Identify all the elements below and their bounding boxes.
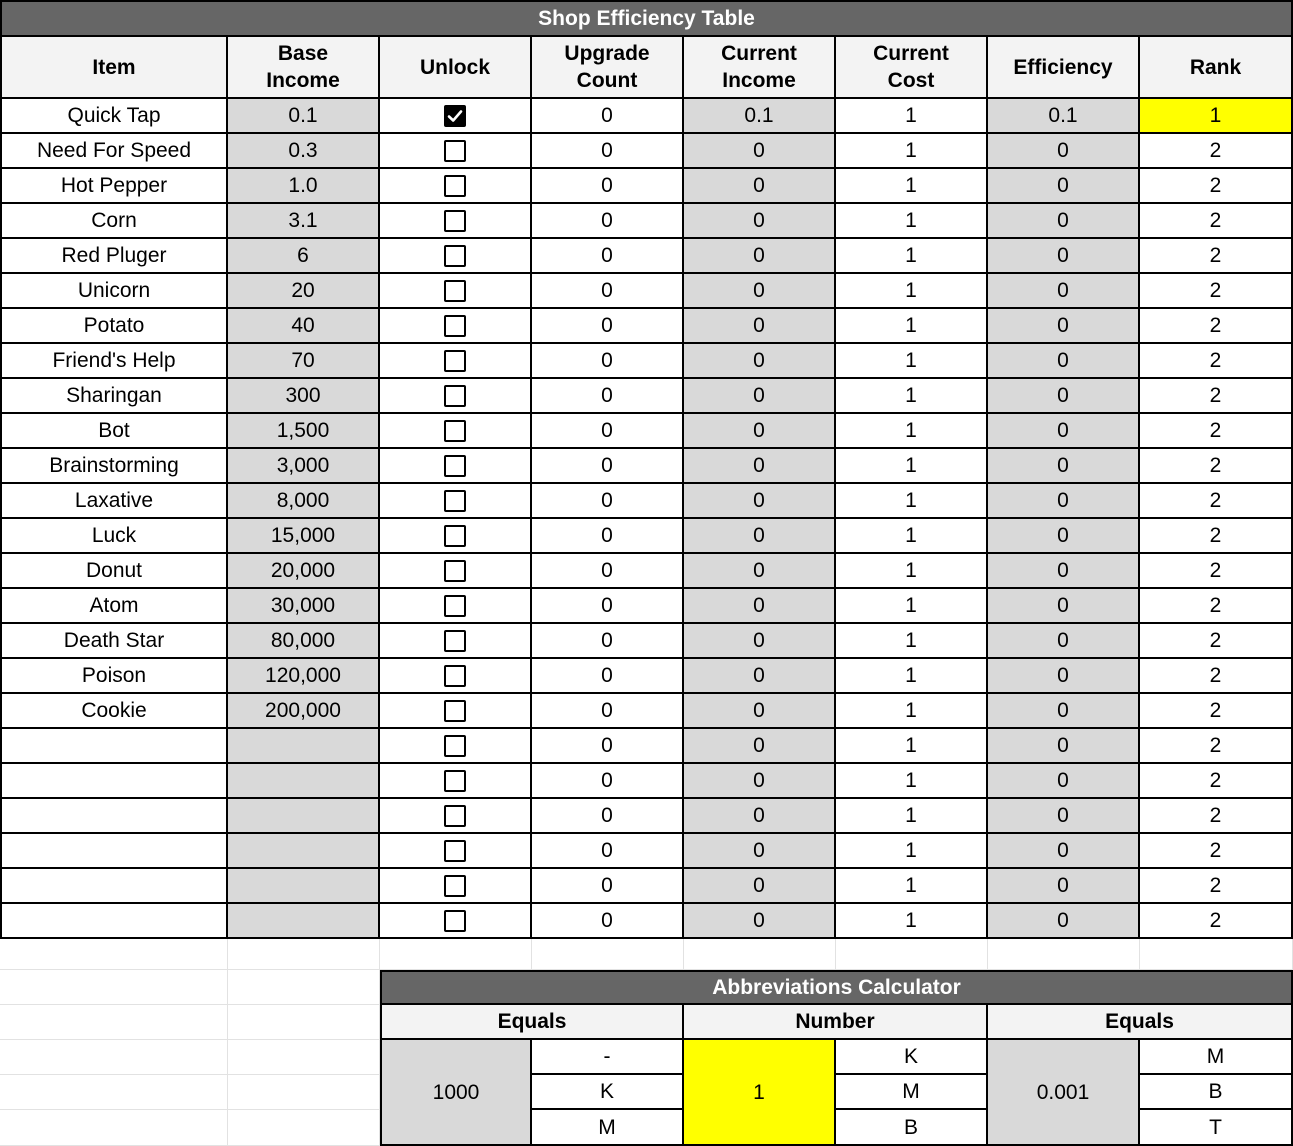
upgrade-count-cell[interactable]: 0 (532, 729, 684, 764)
efficiency-cell[interactable]: 0 (988, 519, 1140, 554)
efficiency-cell[interactable]: 0 (988, 659, 1140, 694)
current-income-cell[interactable]: 0 (684, 764, 836, 799)
header-label-line: Base (277, 42, 329, 65)
current-income-cell[interactable]: 0 (684, 694, 836, 729)
base-income-cell[interactable] (228, 764, 380, 799)
efficiency-cell[interactable]: 0 (988, 554, 1140, 589)
efficiency-cell[interactable]: 0 (988, 379, 1140, 414)
header-label-line: Income (266, 69, 340, 92)
item-cell[interactable] (0, 764, 228, 799)
empty-cell[interactable] (0, 1005, 228, 1040)
rank-cell[interactable]: 2 (1140, 204, 1293, 239)
calculator-unit-left[interactable]: - (532, 1040, 684, 1075)
header-current-cost (836, 37, 988, 99)
efficiency-cell[interactable]: 0 (988, 799, 1140, 834)
base-income-cell[interactable]: 200,000 (228, 694, 380, 729)
rank-cell[interactable]: 2 (1140, 449, 1293, 484)
current-income-cell[interactable]: 0 (684, 904, 836, 939)
unlock-cell[interactable] (380, 379, 532, 414)
base-income-cell[interactable]: 3,000 (228, 449, 380, 484)
rank-cell[interactable]: 2 (1140, 169, 1293, 204)
upgrade-count-cell[interactable]: 0 (532, 799, 684, 834)
header-label-line: Current (721, 42, 797, 65)
rank-cell[interactable]: 2 (1140, 414, 1293, 449)
header-label-line: Count (576, 69, 638, 92)
rank-cell[interactable]: 2 (1140, 799, 1293, 834)
unlock-checkbox[interactable] (444, 770, 466, 792)
upgrade-count-cell[interactable]: 0 (532, 344, 684, 379)
unlock-cell[interactable] (380, 134, 532, 169)
upgrade-count-cell[interactable]: 0 (532, 274, 684, 309)
current-income-cell[interactable]: 0 (684, 834, 836, 869)
current-cost-cell[interactable]: 1 (836, 309, 988, 344)
calculator-left-value[interactable]: 1000 (380, 1040, 532, 1146)
current-cost-cell[interactable]: 1 (836, 414, 988, 449)
table-title: Shop Efficiency Table (0, 0, 1293, 37)
rank-cell[interactable]: 2 (1140, 309, 1293, 344)
current-income-cell[interactable]: 0 (684, 519, 836, 554)
calculator-title: Abbreviations Calculator (380, 970, 1293, 1005)
empty-cell[interactable] (228, 1075, 380, 1110)
unlock-cell[interactable] (380, 204, 532, 239)
calculator-number-input[interactable]: 1 (684, 1040, 836, 1146)
rank-cell[interactable]: 2 (1140, 484, 1293, 519)
header-current-income (684, 37, 836, 99)
efficiency-cell[interactable]: 0 (988, 204, 1140, 239)
base-income-cell[interactable]: 40 (228, 309, 380, 344)
unlock-checkbox[interactable] (444, 350, 466, 372)
upgrade-count-cell[interactable]: 0 (532, 449, 684, 484)
efficiency-cell[interactable]: 0 (988, 764, 1140, 799)
calculator-unit-right[interactable]: B (1140, 1075, 1293, 1110)
unlock-checkbox[interactable] (444, 210, 466, 232)
item-cell[interactable]: Quick Tap (0, 99, 228, 134)
current-cost-cell[interactable]: 1 (836, 729, 988, 764)
empty-cell[interactable] (228, 1005, 380, 1040)
empty-cell[interactable] (0, 970, 228, 1005)
rank-cell[interactable]: 2 (1140, 554, 1293, 589)
item-cell[interactable]: Brainstorming (0, 449, 228, 484)
base-income-cell[interactable] (228, 834, 380, 869)
upgrade-count-cell[interactable]: 0 (532, 169, 684, 204)
unlock-cell[interactable] (380, 239, 532, 274)
unlock-checkbox[interactable] (444, 315, 466, 337)
base-income-cell[interactable] (228, 729, 380, 764)
upgrade-count-cell[interactable]: 0 (532, 379, 684, 414)
header-label-line: Item (92, 55, 136, 79)
unlock-cell[interactable] (380, 764, 532, 799)
current-income-cell[interactable]: 0 (684, 204, 836, 239)
base-income-cell[interactable] (228, 904, 380, 939)
unlock-cell[interactable] (380, 414, 532, 449)
efficiency-cell[interactable]: 0 (988, 904, 1140, 939)
upgrade-count-cell[interactable]: 0 (532, 589, 684, 624)
calculator-number-header: Number (684, 1005, 988, 1040)
upgrade-count-cell[interactable]: 0 (532, 904, 684, 939)
empty-cell[interactable] (0, 1040, 228, 1075)
upgrade-count-cell[interactable]: 0 (532, 764, 684, 799)
header-unlock (380, 37, 532, 99)
rank-cell[interactable]: 2 (1140, 239, 1293, 274)
upgrade-count-cell[interactable]: 0 (532, 554, 684, 589)
efficiency-cell[interactable]: 0 (988, 134, 1140, 169)
header-base-income (228, 37, 380, 99)
base-income-cell[interactable]: 15,000 (228, 519, 380, 554)
base-income-cell[interactable]: 300 (228, 379, 380, 414)
calculator-unit-mid[interactable]: K (836, 1040, 988, 1075)
efficiency-cell[interactable]: 0 (988, 309, 1140, 344)
item-cell[interactable]: Luck (0, 519, 228, 554)
current-income-cell[interactable]: 0 (684, 309, 836, 344)
unlock-cell[interactable] (380, 729, 532, 764)
header-label-line: Current (873, 42, 949, 65)
current-cost-cell[interactable]: 1 (836, 204, 988, 239)
base-income-cell[interactable]: 80,000 (228, 624, 380, 659)
empty-cell[interactable] (228, 970, 380, 1005)
current-cost-cell[interactable]: 1 (836, 834, 988, 869)
upgrade-count-cell[interactable]: 0 (532, 484, 684, 519)
unlock-checkbox[interactable] (444, 525, 466, 547)
empty-cell[interactable] (0, 1075, 228, 1110)
item-cell[interactable]: Unicorn (0, 274, 228, 309)
rank-cell[interactable]: 2 (1140, 134, 1293, 169)
unlock-cell[interactable] (380, 484, 532, 519)
efficiency-cell[interactable]: 0 (988, 414, 1140, 449)
calculator-unit-mid[interactable]: B (836, 1110, 988, 1146)
empty-cell[interactable] (532, 939, 684, 970)
base-income-cell[interactable]: 0.1 (228, 99, 380, 134)
efficiency-cell[interactable]: 0 (988, 239, 1140, 274)
calculator-unit-right[interactable]: M (1140, 1040, 1293, 1075)
rank-cell[interactable]: 1 (1140, 99, 1293, 134)
header-efficiency (988, 37, 1140, 99)
current-income-cell[interactable]: 0 (684, 554, 836, 589)
unlock-checkbox[interactable] (444, 735, 466, 757)
current-income-cell[interactable]: 0 (684, 589, 836, 624)
rank-cell[interactable]: 2 (1140, 834, 1293, 869)
unlock-checkbox[interactable] (444, 630, 466, 652)
upgrade-count-cell[interactable]: 0 (532, 309, 684, 344)
unlock-cell[interactable] (380, 589, 532, 624)
current-income-cell[interactable]: 0 (684, 169, 836, 204)
current-cost-cell[interactable]: 1 (836, 554, 988, 589)
header-upgrade-count (532, 37, 684, 99)
efficiency-cell[interactable]: 0 (988, 449, 1140, 484)
base-income-cell[interactable]: 20 (228, 274, 380, 309)
efficiency-cell[interactable]: 0.1 (988, 99, 1140, 134)
current-cost-cell[interactable]: 1 (836, 134, 988, 169)
current-income-cell[interactable]: 0 (684, 869, 836, 904)
header-label-line: Income (722, 69, 796, 92)
unlock-cell[interactable] (380, 869, 532, 904)
calculator-unit-right[interactable]: T (1140, 1110, 1293, 1146)
unlock-checkbox[interactable] (444, 560, 466, 582)
header-label-line: Rank (1189, 55, 1242, 79)
item-cell[interactable]: Hot Pepper (0, 169, 228, 204)
upgrade-count-cell[interactable]: 0 (532, 239, 684, 274)
current-cost-cell[interactable]: 1 (836, 764, 988, 799)
current-cost-cell[interactable]: 1 (836, 379, 988, 414)
header-label-line: Cost (887, 69, 935, 92)
unlock-cell[interactable] (380, 554, 532, 589)
unlock-cell[interactable] (380, 449, 532, 484)
base-income-cell[interactable]: 3.1 (228, 204, 380, 239)
item-cell[interactable]: Atom (0, 589, 228, 624)
unlock-checkbox[interactable] (444, 245, 466, 267)
current-cost-cell[interactable]: 1 (836, 869, 988, 904)
upgrade-count-cell[interactable]: 0 (532, 99, 684, 134)
unlock-checkbox[interactable] (444, 280, 466, 302)
unlock-checkbox[interactable] (444, 490, 466, 512)
current-cost-cell[interactable]: 1 (836, 99, 988, 134)
efficiency-cell[interactable]: 0 (988, 624, 1140, 659)
rank-cell[interactable]: 2 (1140, 519, 1293, 554)
current-cost-cell[interactable]: 1 (836, 589, 988, 624)
efficiency-cell[interactable]: 0 (988, 274, 1140, 309)
unlock-cell[interactable] (380, 659, 532, 694)
calculator-right-equals-header: Equals (988, 1005, 1293, 1040)
rank-cell[interactable]: 2 (1140, 344, 1293, 379)
item-cell[interactable]: Bot (0, 414, 228, 449)
item-cell[interactable]: Corn (0, 204, 228, 239)
empty-cell[interactable] (228, 939, 380, 970)
unlock-cell[interactable] (380, 519, 532, 554)
calculator-unit-mid[interactable]: M (836, 1075, 988, 1110)
item-cell[interactable]: Poison (0, 659, 228, 694)
header-item (0, 37, 228, 99)
rank-cell[interactable]: 2 (1140, 764, 1293, 799)
base-income-cell[interactable] (228, 869, 380, 904)
rank-cell[interactable]: 2 (1140, 694, 1293, 729)
header-label-line: Efficiency (1013, 55, 1113, 79)
base-income-cell[interactable]: 120,000 (228, 659, 380, 694)
current-cost-cell[interactable]: 1 (836, 799, 988, 834)
unlock-cell[interactable] (380, 834, 532, 869)
rank-cell[interactable]: 2 (1140, 589, 1293, 624)
efficiency-cell[interactable]: 0 (988, 344, 1140, 379)
rank-cell[interactable]: 2 (1140, 729, 1293, 764)
empty-cell[interactable] (228, 1110, 380, 1146)
current-income-cell[interactable]: 0 (684, 274, 836, 309)
unlock-checkbox[interactable] (444, 875, 466, 897)
unlock-checkbox[interactable] (444, 665, 466, 687)
upgrade-count-cell[interactable]: 0 (532, 624, 684, 659)
unlock-checkbox-checked[interactable] (444, 105, 466, 127)
unlock-checkbox[interactable] (444, 175, 466, 197)
unlock-checkbox[interactable] (444, 805, 466, 827)
current-cost-cell[interactable]: 1 (836, 484, 988, 519)
base-income-cell[interactable]: 30,000 (228, 589, 380, 624)
current-income-cell[interactable]: 0 (684, 624, 836, 659)
unlock-checkbox[interactable] (444, 910, 466, 932)
rank-cell[interactable]: 2 (1140, 379, 1293, 414)
item-cell[interactable]: Need For Speed (0, 134, 228, 169)
empty-cell[interactable] (380, 939, 532, 970)
unlock-checkbox[interactable] (444, 385, 466, 407)
upgrade-count-cell[interactable]: 0 (532, 204, 684, 239)
unlock-cell[interactable] (380, 904, 532, 939)
item-cell[interactable]: Laxative (0, 484, 228, 519)
unlock-checkbox[interactable] (444, 455, 466, 477)
item-cell[interactable] (0, 904, 228, 939)
header-rank (1140, 37, 1293, 99)
efficiency-cell[interactable]: 0 (988, 729, 1140, 764)
rank-cell[interactable]: 2 (1140, 659, 1293, 694)
empty-cell[interactable] (1140, 939, 1293, 970)
item-cell[interactable] (0, 834, 228, 869)
current-income-cell[interactable]: 0.1 (684, 99, 836, 134)
unlock-cell[interactable] (380, 344, 532, 379)
rank-cell[interactable]: 2 (1140, 869, 1293, 904)
base-income-cell[interactable]: 0.3 (228, 134, 380, 169)
item-cell[interactable] (0, 729, 228, 764)
current-income-cell[interactable]: 0 (684, 134, 836, 169)
current-cost-cell[interactable]: 1 (836, 169, 988, 204)
current-cost-cell[interactable]: 1 (836, 659, 988, 694)
current-income-cell[interactable]: 0 (684, 729, 836, 764)
checkmark-icon (446, 107, 464, 125)
unlock-cell[interactable] (380, 274, 532, 309)
unlock-cell[interactable] (380, 624, 532, 659)
base-income-cell[interactable]: 6 (228, 239, 380, 274)
item-cell[interactable]: Potato (0, 309, 228, 344)
current-cost-cell[interactable]: 1 (836, 694, 988, 729)
unlock-cell[interactable] (380, 99, 532, 134)
item-cell[interactable]: Sharingan (0, 379, 228, 414)
item-cell[interactable]: Cookie (0, 694, 228, 729)
item-cell[interactable] (0, 799, 228, 834)
efficiency-cell[interactable]: 0 (988, 694, 1140, 729)
upgrade-count-cell[interactable]: 0 (532, 519, 684, 554)
current-cost-cell[interactable]: 1 (836, 274, 988, 309)
current-income-cell[interactable]: 0 (684, 449, 836, 484)
current-income-cell[interactable]: 0 (684, 484, 836, 519)
rank-cell[interactable]: 2 (1140, 274, 1293, 309)
base-income-cell[interactable]: 20,000 (228, 554, 380, 589)
empty-cell[interactable] (684, 939, 836, 970)
current-income-cell[interactable]: 0 (684, 379, 836, 414)
upgrade-count-cell[interactable]: 0 (532, 659, 684, 694)
current-cost-cell[interactable]: 1 (836, 519, 988, 554)
current-cost-cell[interactable]: 1 (836, 624, 988, 659)
item-cell[interactable]: Friend's Help (0, 344, 228, 379)
empty-cell[interactable] (228, 1040, 380, 1075)
unlock-checkbox[interactable] (444, 140, 466, 162)
unlock-cell[interactable] (380, 309, 532, 344)
efficiency-cell[interactable]: 0 (988, 169, 1140, 204)
unlock-checkbox[interactable] (444, 700, 466, 722)
base-income-cell[interactable]: 70 (228, 344, 380, 379)
empty-cell[interactable] (0, 939, 228, 970)
unlock-checkbox[interactable] (444, 420, 466, 442)
item-cell[interactable]: Death Star (0, 624, 228, 659)
calculator-unit-left[interactable]: K (532, 1075, 684, 1110)
current-income-cell[interactable]: 0 (684, 239, 836, 274)
efficiency-cell[interactable]: 0 (988, 589, 1140, 624)
current-income-cell[interactable]: 0 (684, 414, 836, 449)
calculator-right-value[interactable]: 0.001 (988, 1040, 1140, 1146)
base-income-cell[interactable] (228, 799, 380, 834)
upgrade-count-cell[interactable]: 0 (532, 694, 684, 729)
unlock-cell[interactable] (380, 169, 532, 204)
unlock-cell[interactable] (380, 799, 532, 834)
header-label-line: Upgrade (564, 42, 650, 65)
upgrade-count-cell[interactable]: 0 (532, 834, 684, 869)
item-cell[interactable]: Donut (0, 554, 228, 589)
unlock-cell[interactable] (380, 694, 532, 729)
upgrade-count-cell[interactable]: 0 (532, 134, 684, 169)
upgrade-count-cell[interactable]: 0 (532, 869, 684, 904)
base-income-cell[interactable]: 1,500 (228, 414, 380, 449)
current-cost-cell[interactable]: 1 (836, 239, 988, 274)
efficiency-cell[interactable]: 0 (988, 834, 1140, 869)
unlock-checkbox[interactable] (444, 595, 466, 617)
unlock-checkbox[interactable] (444, 840, 466, 862)
item-cell[interactable]: Red Pluger (0, 239, 228, 274)
empty-cell[interactable] (0, 1110, 228, 1146)
current-income-cell[interactable]: 0 (684, 799, 836, 834)
item-cell[interactable] (0, 869, 228, 904)
header-label-line: Unlock (419, 55, 490, 79)
efficiency-cell[interactable]: 0 (988, 869, 1140, 904)
base-income-cell[interactable]: 1.0 (228, 169, 380, 204)
empty-cell[interactable] (988, 939, 1140, 970)
current-income-cell[interactable]: 0 (684, 659, 836, 694)
rank-cell[interactable]: 2 (1140, 624, 1293, 659)
empty-cell[interactable] (836, 939, 988, 970)
current-cost-cell[interactable]: 1 (836, 904, 988, 939)
upgrade-count-cell[interactable]: 0 (532, 414, 684, 449)
current-income-cell[interactable]: 0 (684, 344, 836, 379)
calculator-unit-left[interactable]: M (532, 1110, 684, 1146)
base-income-cell[interactable]: 8,000 (228, 484, 380, 519)
calculator-left-equals-header: Equals (380, 1005, 684, 1040)
current-cost-cell[interactable]: 1 (836, 449, 988, 484)
efficiency-cell[interactable]: 0 (988, 484, 1140, 519)
current-cost-cell[interactable]: 1 (836, 344, 988, 379)
rank-cell[interactable]: 2 (1140, 904, 1293, 939)
